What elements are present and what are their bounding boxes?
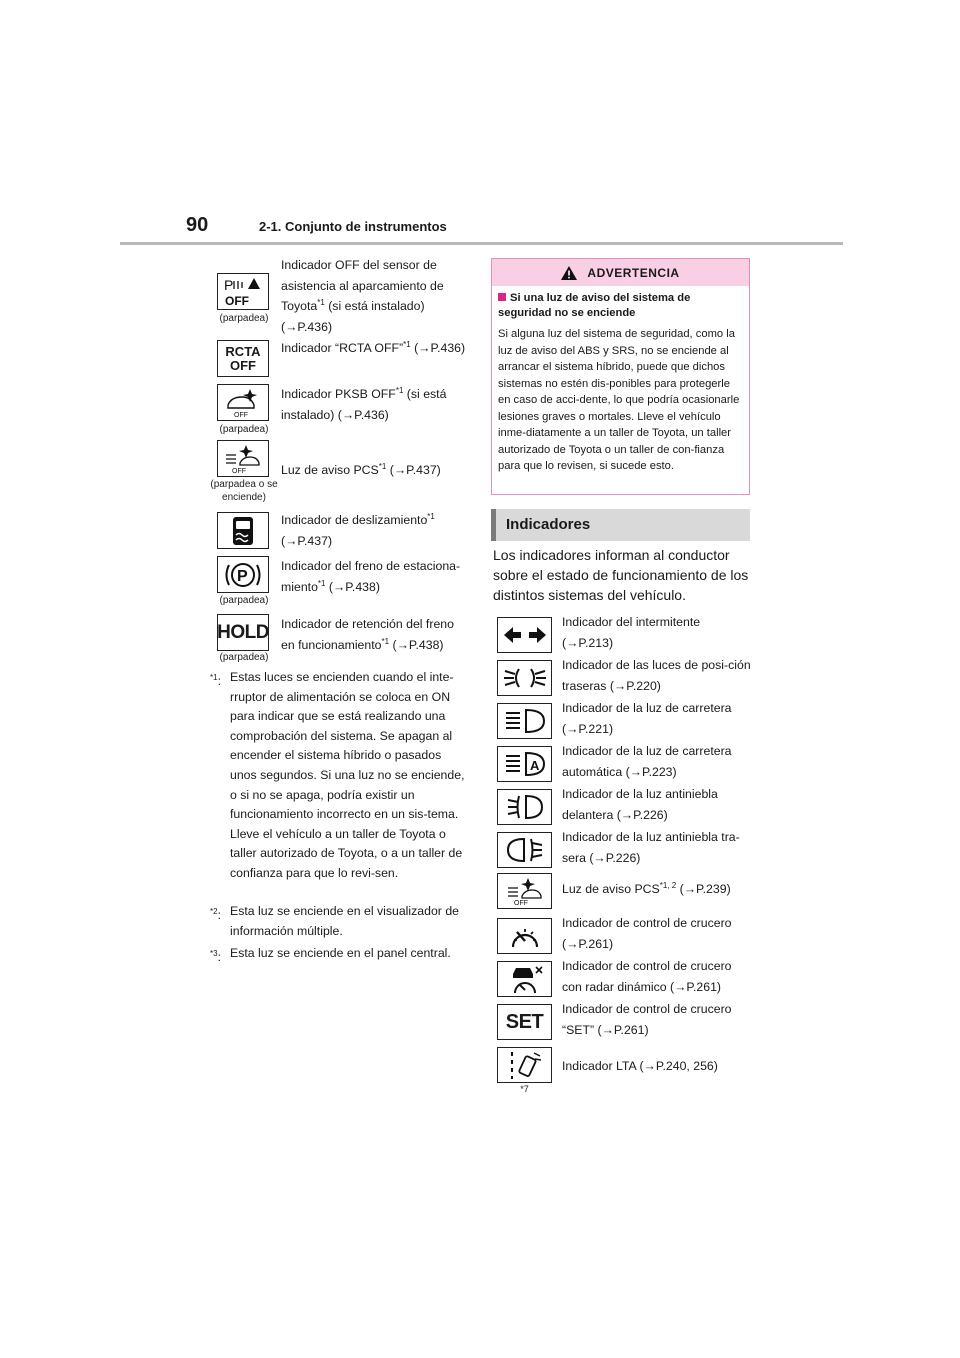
svg-text:P: P (237, 567, 248, 585)
front-fog-light-icon (497, 789, 552, 825)
indicator-description: Indicador OFF del sensor de asistencia al aparcamiento de Toyota$^{*1}$ (si está instalado) (→P.436) (281, 258, 444, 334)
indicator-description: Indicador de control de crucero con radar dinámico (→P.261) (562, 959, 732, 994)
indicator-description: Indicador de la luz de carretera automática (→P.223) (562, 744, 732, 779)
icon-caption: *7 (520, 1084, 529, 1094)
indicator-description: Indicador de la luz antiniebla delantera (→P.226) (562, 787, 718, 822)
icon-label: OFF (229, 357, 256, 373)
icon-label: HOLD (217, 621, 269, 643)
icon-caption: (parpadea) (219, 595, 269, 606)
indicator-description: Indicador LTA (→P.240, 256) (562, 1059, 718, 1073)
auto-high-beam-icon (497, 746, 552, 782)
rear-fog-light-icon (497, 832, 552, 868)
indicator-row (210, 338, 465, 382)
icon-label: RCTA (225, 343, 261, 359)
warning-triangle-icon (561, 266, 577, 280)
indicator-description: Indicador de las luces de posi-ción traseras (→P.220) (562, 658, 751, 693)
indicator-description: Indicador de deslizamiento$^{*1}$ (→P.437) (281, 511, 435, 548)
brake-hold-icon (217, 614, 269, 651)
icon-caption: (parpadea) (219, 652, 269, 663)
page-number: 90 (186, 214, 209, 236)
footnote-text: Esta luz se enciende en el visualizador de información múltiple. (230, 904, 459, 938)
indicator-row (210, 614, 465, 668)
rcta-off-icon (217, 340, 269, 377)
cruise-control-icon (497, 918, 552, 954)
parking-brake-icon (217, 556, 269, 593)
svg-text:OFF: OFF (513, 900, 528, 906)
indicator-row (497, 827, 757, 869)
indicator-row (497, 913, 757, 955)
pksb-off-icon (217, 384, 269, 421)
indicator-row (210, 255, 465, 335)
indicator-row (497, 784, 757, 826)
indicator-row (497, 612, 757, 654)
svg-text:OFF: OFF (225, 293, 249, 308)
icon-caption: (parpadea o se enciende) (210, 479, 278, 503)
radar-cruise-control-icon (497, 961, 552, 997)
warning-title: ADVERTENCIA (587, 265, 680, 280)
cruise-set-icon (497, 1004, 552, 1040)
indicator-description: Indicador de la luz antiniebla tra-sera (→P.226) (562, 830, 740, 865)
indicator-row (497, 999, 757, 1041)
pcs-warning-icon (217, 440, 269, 477)
slip-indicator-icon (217, 512, 269, 549)
indicator-row (210, 556, 465, 612)
svg-text:A: A (529, 758, 539, 773)
indicator-description: Indicador de retención del freno en funcionamiento$^{*1}$ (→P.438) (281, 617, 454, 652)
parking-sensor-off-icon (217, 273, 269, 310)
indicators-heading: Indicadores (491, 509, 750, 541)
indicator-description: Luz de aviso PCS$^{*1}$ (→P.437) (281, 461, 441, 477)
header-rule (120, 242, 843, 245)
indicator-row (210, 384, 465, 436)
indicator-row (497, 698, 757, 740)
warning-box (491, 258, 750, 495)
footnote-text: Esta luz se enciende en el panel central. (230, 946, 451, 960)
turn-signal-icon (497, 617, 552, 653)
indicator-description: Luz de aviso PCS$^{*1, 2}$ (→P.239) (562, 880, 731, 896)
indicator-description: Indicador de la luz de carretera (→P.221) (562, 701, 732, 736)
warning-body: Si alguna luz del sistema de seguridad, como la luz de aviso del ABS y SRS, no se enciende al arrancar el sistema híbrido, puede que dichos sistemas no estén dis-ponibles para protegerle en caso de acci-dente, lo que podría ocasionarle lesiones graves o mortales. Lleve el vehículo inme-diatamente a un taller de Toyota, un taller autorizado de Toyota o un taller de con-fianza para que lo revisen, si sucede esto. (498, 328, 740, 472)
indicator-row (210, 440, 465, 506)
tail-light-icon (497, 660, 552, 696)
warning-header (492, 259, 749, 286)
icon-caption: (parpadea) (219, 313, 269, 324)
indicator-row (497, 655, 757, 697)
indicator-description: Indicador PKSB OFF$^{*1}$ (si está instalado) (→P.436) (281, 385, 447, 422)
pcs-warning-icon (497, 873, 552, 909)
footnote: $^{*2}$: Esta luz se enciende en el visualizador de información múltiple. (210, 902, 470, 941)
bullet-square-icon (498, 293, 506, 301)
section-title: 2-1. Conjunto de instrumentos (259, 219, 447, 234)
lta-icon (497, 1047, 552, 1083)
high-beam-icon (497, 703, 552, 739)
indicator-row (497, 870, 757, 912)
indicator-row (497, 1047, 757, 1097)
icon-caption: (parpadea) (219, 424, 269, 435)
indicator-description: Indicador “RCTA OFF”$^{*1}$ (→P.436) (281, 339, 466, 355)
indicator-description: Indicador del intermitente (→P.213) (562, 615, 701, 650)
warning-subtitle: Si una luz de aviso del sistema de seguridad no se enciende (498, 292, 691, 319)
footnote-text: Estas luces se encienden cuando el inte-rruptor de alimentación se coloca en ON para indicar que se está realizando una comprobación del sistema. Se apagan al encender el sistema híbrido o pasados unos segundos. Si una luz no se enciende, o si no se apaga, podría existir un funcionamiento incorrecto en un sis-tema. Lleve el vehículo a un taller de Toyota o taller autorizado de Toyota, o a un taller de confianza para que lo revi-sen. (230, 670, 465, 880)
footnote: $^{*3}$: Esta luz se enciende en el panel central. (210, 944, 470, 964)
indicator-description: Indicador del freno de estaciona-miento$^{*1}$ (→P.438) (281, 559, 461, 594)
indicators-intro: Los indicadores informan al conductor sobre el estado de funcionamiento de los distintos sistemas del vehículo. (493, 547, 749, 603)
indicator-row (210, 510, 465, 554)
icon-label: SET (505, 1010, 544, 1033)
indicator-row (497, 956, 757, 998)
indicator-description: Indicador de control de crucero “SET” (→P.261) (562, 1002, 732, 1037)
footnote: $^{*1}$: Estas luces se encienden cuando el inte-rruptor de alimentación se coloca en ON para indicar que se está realizando una comprobación del sistema. Se apagan al encender el sistema híbrido o pasados unos segundos. Si una luz no se enciende, o si no se apaga, podría existir un funcionamiento incorrecto en un sis-tema. Lleve el vehículo a un taller de Toyota o taller autorizado de Toyota, o a un taller de confianza para que lo revi-sen. (210, 668, 470, 884)
svg-text:P: P (224, 276, 234, 293)
svg-text:OFF: OFF (234, 411, 248, 419)
svg-text:OFF: OFF (232, 467, 246, 475)
indicator-row (497, 741, 757, 783)
indicator-description: Indicador de control de crucero (→P.261) (562, 916, 732, 951)
